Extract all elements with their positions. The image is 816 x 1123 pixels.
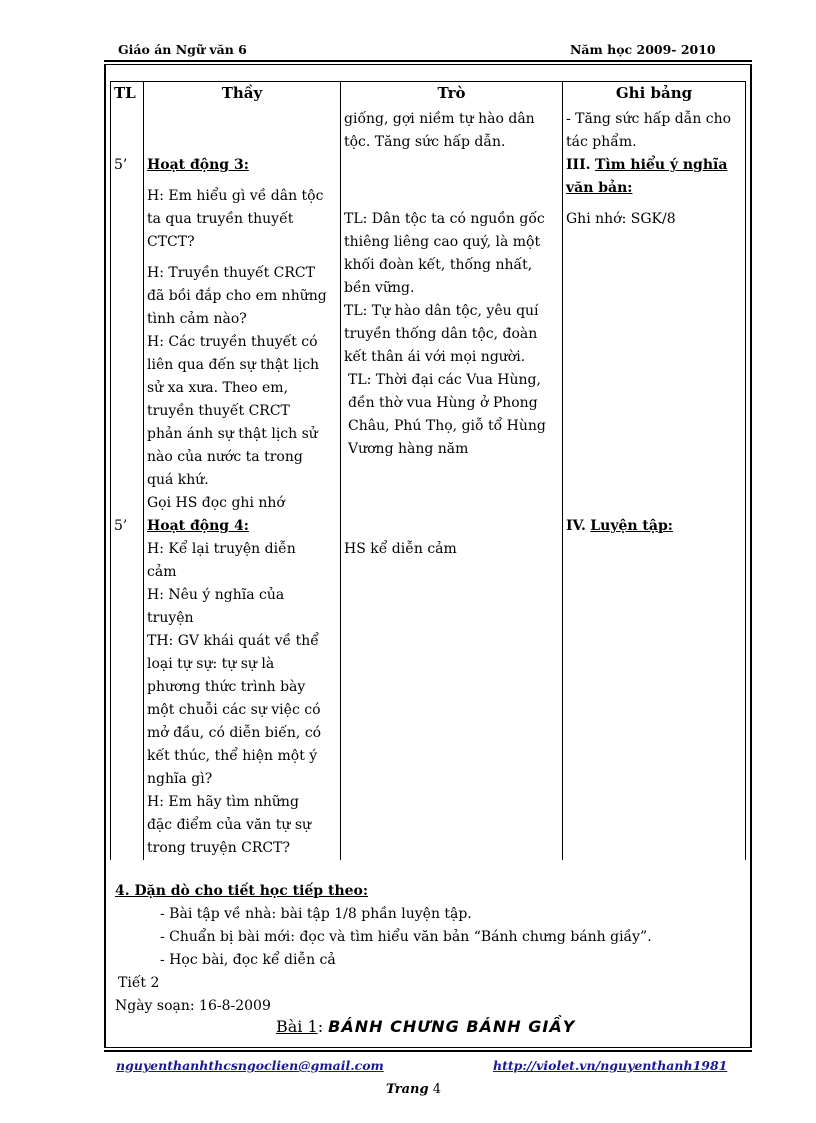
cell-thay: Hoạt động 4: H: Kể lại truyện diễn cảm H: Nêu ý nghĩa của truyện TH: GV khái quát về thể loại tự sự: tự sự là phương thức trình bày một chuỗi các sự việc có mở đầu, có diễn biến, có kết thúc, thể hiện một ý nghĩa gì? H: Em hãy tìm những đặc điểm của văn tự sự trong truyện CRCT?	[144, 515, 341, 860]
col-header-tro: Trò	[341, 82, 563, 109]
bottom-rule	[104, 1050, 752, 1052]
cell-tro: giống, gợi niềm tự hào dân tộc. Tăng sức hấp dẫn.	[341, 108, 563, 154]
col-header-ghi: Ghi bảng	[563, 82, 746, 109]
website-link[interactable]: http://violet.vn/nguyenthanh1981	[493, 1058, 728, 1073]
list-item: - Bài tập về nhà: bài tập 1/8 phần luyện tập.	[160, 906, 472, 922]
header-left: Giáo án Ngữ văn 6	[118, 42, 247, 57]
header-right: Năm học 2009- 2010	[570, 42, 716, 57]
section-title: Tìm hiểu ý nghĩa văn bản:	[566, 157, 728, 196]
table-row	[111, 515, 746, 860]
section-roman: III.	[566, 157, 591, 173]
activity-heading: Hoạt động 3:	[147, 157, 249, 173]
tiet-label: Tiết 2	[118, 975, 160, 991]
homework-heading: 4. Dặn dò cho tiết học tiếp theo:	[115, 883, 369, 899]
cell-tro: HS kể diễn cảm	[341, 515, 563, 860]
col-header-tl: TL	[111, 82, 144, 109]
cell-tl: 5’	[111, 154, 144, 515]
cell-ghi: - Tăng sức hấp dẫn cho tác phẩm.	[563, 108, 746, 154]
table-row	[111, 108, 746, 154]
cell-ghi	[563, 154, 746, 515]
table-header-row	[111, 82, 746, 109]
bottom-rule-inner	[104, 1047, 752, 1048]
email-link[interactable]: nguyenthanhthcsngoclien@gmail.com	[116, 1058, 384, 1073]
cell-ghi: IV. Luyện tập:	[563, 515, 746, 860]
lesson-table	[110, 81, 746, 860]
top-rule	[104, 60, 752, 62]
date-label: Ngày soạn: 16-8-2009	[115, 998, 271, 1014]
col-header-thay: Thầy	[144, 82, 341, 109]
cell-tl: 5’	[111, 515, 144, 860]
cell-thay: Hoạt động 3: H: Em hiểu gì về dân tộc ta qua truyền thuyết CTCT? H: Truyền thuyết CRCT đã bồi đắp cho em những tình cảm nào? H: Các truyền thuyết có liên qua đến sự thật lịch sử xa xưa. Theo em, truyền thuyết CRCT phản ánh sự thật lịch sử nào của nước ta trong quá khứ. Gọi HS đọc ghi nhớ	[144, 154, 341, 515]
cell-tro: TL: Dân tộc ta có nguồn gốc thiêng liêng cao quý, là một khối đoàn kết, thống nhất, bền vững. TL: Tự hào dân tộc, yêu quí truyền thống dân tộc, đoàn kết thân ái với mọi người. TL: Thời đại các Vua Hùng, đền thờ vua Hùng ở Phong Châu, Phú Thọ, giỗ tổ Hùng Vương hàng năm	[341, 154, 563, 515]
list-item: - Học bài, đọc kể diễn cả	[160, 952, 336, 968]
page-number: Trang 4	[386, 1082, 441, 1097]
activity-heading: Hoạt động 4:	[147, 518, 249, 534]
table-row	[111, 154, 746, 515]
lesson-title: Bài 1: BÁNH CHƯNG BÁNH GIẦY	[276, 1017, 576, 1036]
ghi-nho-note: Ghi nhớ: SGK/8	[566, 211, 676, 227]
list-item: - Chuẩn bị bài mới: đọc và tìm hiểu văn bản “Bánh chưng bánh giầy”.	[160, 929, 652, 945]
